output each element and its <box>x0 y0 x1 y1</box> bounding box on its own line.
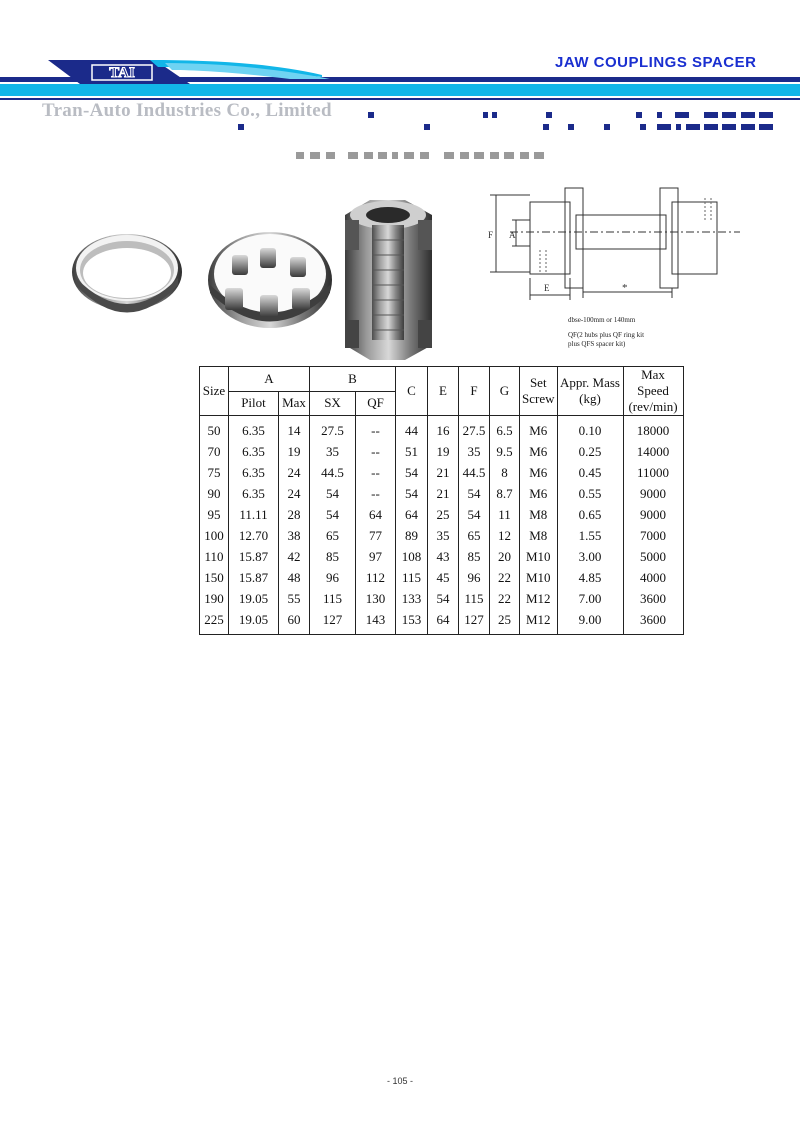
table-cell: 9.5 <box>490 441 520 462</box>
table-cell: 20 <box>490 546 520 567</box>
table-cell: 35 <box>428 525 459 546</box>
drawing-note-3: plus QFS spacer kit) <box>568 340 626 348</box>
table-cell: 15.87 <box>229 567 279 588</box>
decorative-dots <box>0 108 800 138</box>
table-cell: 110 <box>200 546 229 567</box>
table-cell: M6 <box>520 416 558 442</box>
table-cell: 24 <box>279 462 310 483</box>
table-cell: 8.7 <box>490 483 520 504</box>
table-cell: 22 <box>490 567 520 588</box>
company-name: Tran-Auto Industries Co., Limited <box>42 100 332 121</box>
header-f: F <box>459 367 490 416</box>
table-cell: 95 <box>200 504 229 525</box>
table-cell: 50 <box>200 416 229 442</box>
page-number: - 105 - <box>386 1076 413 1086</box>
header-qf: QF <box>356 391 396 416</box>
table-cell: 27.5 <box>310 416 356 442</box>
table-cell: M12 <box>520 588 558 609</box>
table-cell: 4000 <box>623 567 683 588</box>
table-cell: 38 <box>279 525 310 546</box>
header-set-screw: Set Screw <box>520 367 558 416</box>
table-cell: 6.35 <box>229 416 279 442</box>
table-cell: 127 <box>459 609 490 635</box>
table-cell: 6.5 <box>490 416 520 442</box>
table-cell: 0.65 <box>557 504 623 525</box>
table-cell: 24 <box>279 483 310 504</box>
table-cell: 19.05 <box>229 609 279 635</box>
table-cell: 115 <box>459 588 490 609</box>
table-cell: 64 <box>396 504 428 525</box>
table-cell: 133 <box>396 588 428 609</box>
table-cell: -- <box>356 462 396 483</box>
dim-label-e: E <box>544 283 550 293</box>
dim-label-star: * <box>622 282 628 294</box>
table-cell: 54 <box>459 504 490 525</box>
table-cell: 11 <box>490 504 520 525</box>
header-g: G <box>490 367 520 416</box>
table-cell: 14 <box>279 416 310 442</box>
page-title: JAW COUPLINGS SPACER <box>555 54 757 71</box>
table-cell: 11000 <box>623 462 683 483</box>
table-cell: M10 <box>520 546 558 567</box>
table-cell: 64 <box>428 609 459 635</box>
table-cell: 85 <box>310 546 356 567</box>
drawing-note-2: QF(2 hubs plus QF ring kit <box>568 331 645 339</box>
table-cell: 85 <box>459 546 490 567</box>
table-cell: M6 <box>520 462 558 483</box>
table-cell: 22 <box>490 588 520 609</box>
spacer-ring-photo <box>72 234 182 313</box>
header-mass: Appr. Mass (kg) <box>557 367 623 416</box>
tai-logo <box>40 55 340 100</box>
table-cell: 108 <box>396 546 428 567</box>
logo-text: TAI <box>109 65 135 81</box>
table-cell: M6 <box>520 483 558 504</box>
table-cell: 75 <box>200 462 229 483</box>
table-cell: 65 <box>459 525 490 546</box>
table-cell: 89 <box>396 525 428 546</box>
table-cell: 112 <box>356 567 396 588</box>
table-cell: 3.00 <box>557 546 623 567</box>
table-cell: 19 <box>279 441 310 462</box>
table-cell: 11.11 <box>229 504 279 525</box>
table-row <box>200 525 684 546</box>
table-cell: M8 <box>520 504 558 525</box>
table-cell: 9000 <box>623 483 683 504</box>
header-speed: Max Speed (rev/min) <box>623 367 683 416</box>
table-cell: 14000 <box>623 441 683 462</box>
table-cell: -- <box>356 416 396 442</box>
table-cell: 97 <box>356 546 396 567</box>
table-cell: M8 <box>520 525 558 546</box>
table-cell: 4.85 <box>557 567 623 588</box>
table-cell: 96 <box>310 567 356 588</box>
table-cell: 21 <box>428 483 459 504</box>
table-row <box>200 609 684 635</box>
table-cell: 6.35 <box>229 462 279 483</box>
header-sx: SX <box>310 391 356 416</box>
table-cell: 54 <box>396 462 428 483</box>
table-cell: 19.05 <box>229 588 279 609</box>
spider-element-photo <box>208 232 332 328</box>
table-cell: -- <box>356 441 396 462</box>
product-figures <box>60 160 780 370</box>
table-cell: 130 <box>356 588 396 609</box>
hub-spacer-photo <box>345 200 432 360</box>
table-cell: 0.10 <box>557 416 623 442</box>
table-cell: 153 <box>396 609 428 635</box>
drawing-note-1: dbse-100mm or 140mm <box>568 316 636 324</box>
header-c: C <box>396 367 428 416</box>
table-cell: 44 <box>396 416 428 442</box>
table-cell: 35 <box>310 441 356 462</box>
table-cell: 9.00 <box>557 609 623 635</box>
table-cell: 12.70 <box>229 525 279 546</box>
table-cell: 127 <box>310 609 356 635</box>
page-header <box>0 0 800 150</box>
header-e: E <box>428 367 459 416</box>
table-cell: M12 <box>520 609 558 635</box>
table-cell: 54 <box>396 483 428 504</box>
table-row <box>200 567 684 588</box>
table-cell: -- <box>356 483 396 504</box>
table-cell: 48 <box>279 567 310 588</box>
spec-table <box>199 366 684 635</box>
table-cell: 15.87 <box>229 546 279 567</box>
table-cell: 7000 <box>623 525 683 546</box>
table-cell: 90 <box>200 483 229 504</box>
table-row <box>200 588 684 609</box>
header-max: Max <box>279 391 310 416</box>
table-cell: M6 <box>520 441 558 462</box>
table-cell: 77 <box>356 525 396 546</box>
header-size: Size <box>200 367 229 416</box>
table-cell: 27.5 <box>459 416 490 442</box>
table-cell: 18000 <box>623 416 683 442</box>
table-cell: 44.5 <box>459 462 490 483</box>
table-cell: 225 <box>200 609 229 635</box>
table-cell: 55 <box>279 588 310 609</box>
table-row <box>200 483 684 504</box>
dim-label-a: A <box>509 230 516 240</box>
table-cell: 1.55 <box>557 525 623 546</box>
table-cell: 0.55 <box>557 483 623 504</box>
spec-table-body <box>200 416 684 635</box>
table-cell: 54 <box>459 483 490 504</box>
header-b: B <box>310 367 396 392</box>
table-cell: 65 <box>310 525 356 546</box>
table-cell: 44.5 <box>310 462 356 483</box>
table-cell: 12 <box>490 525 520 546</box>
table-cell: 43 <box>428 546 459 567</box>
table-cell: 0.45 <box>557 462 623 483</box>
table-cell: 54 <box>310 504 356 525</box>
dim-label-f: F <box>488 230 494 240</box>
table-row <box>200 504 684 525</box>
table-cell: 64 <box>356 504 396 525</box>
table-cell: 60 <box>279 609 310 635</box>
table-cell: 3600 <box>623 588 683 609</box>
table-cell: 54 <box>428 588 459 609</box>
table-cell: 54 <box>310 483 356 504</box>
table-cell: 143 <box>356 609 396 635</box>
table-cell: 100 <box>200 525 229 546</box>
header-a: A <box>229 367 310 392</box>
table-cell: 0.25 <box>557 441 623 462</box>
table-cell: 70 <box>200 441 229 462</box>
header-pilot: Pilot <box>229 391 279 416</box>
table-cell: 5000 <box>623 546 683 567</box>
table-cell: 16 <box>428 416 459 442</box>
table-row <box>200 462 684 483</box>
table-cell: 7.00 <box>557 588 623 609</box>
table-row <box>200 441 684 462</box>
table-row <box>200 416 684 442</box>
table-cell: 45 <box>428 567 459 588</box>
table-cell: 3600 <box>623 609 683 635</box>
table-cell: 25 <box>428 504 459 525</box>
table-cell: 35 <box>459 441 490 462</box>
table-cell: 115 <box>396 567 428 588</box>
table-cell: 6.35 <box>229 441 279 462</box>
table-cell: 51 <box>396 441 428 462</box>
technical-drawing <box>490 188 740 300</box>
table-cell: 190 <box>200 588 229 609</box>
table-cell: 115 <box>310 588 356 609</box>
table-cell: 9000 <box>623 504 683 525</box>
table-cell: 21 <box>428 462 459 483</box>
table-cell: 8 <box>490 462 520 483</box>
table-cell: 42 <box>279 546 310 567</box>
table-cell: 25 <box>490 609 520 635</box>
table-cell: 28 <box>279 504 310 525</box>
table-row <box>200 546 684 567</box>
table-cell: 150 <box>200 567 229 588</box>
table-cell: M10 <box>520 567 558 588</box>
table-cell: 6.35 <box>229 483 279 504</box>
table-cell: 19 <box>428 441 459 462</box>
table-cell: 96 <box>459 567 490 588</box>
